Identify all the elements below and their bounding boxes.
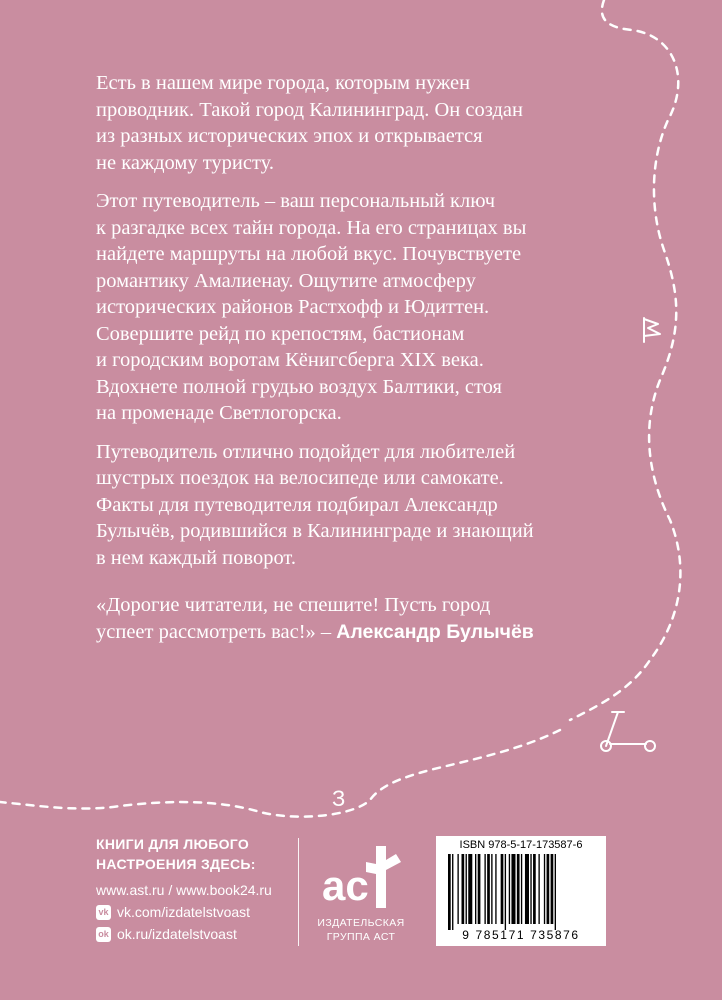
barcode-bar <box>484 854 485 924</box>
barcode-bar <box>511 854 515 924</box>
scooter-icon <box>601 712 655 751</box>
barcode-bar <box>501 854 504 924</box>
barcode-bar <box>509 854 510 924</box>
barcode-bar <box>525 854 529 924</box>
barcode-bar <box>505 854 506 930</box>
promo-divider <box>298 838 299 946</box>
barcode-bar <box>448 854 451 930</box>
odnoklassniki-icon: ok <box>96 927 111 942</box>
vk-text: vk.com/izdatelstvoast <box>117 904 251 920</box>
barcode-bar <box>462 854 465 924</box>
barcode-bar <box>551 854 554 924</box>
barcode-bar <box>495 854 496 924</box>
barcode-bar <box>457 854 458 924</box>
barcode-bar <box>487 854 490 924</box>
paragraph-intro: Есть в нашем мире города, которым нужен проводник. Такой город Калининград. Он создан из разных исторических эпох и открывается не каждому туристу. <box>96 72 523 174</box>
websites-link[interactable] <box>96 880 296 900</box>
barcode-bar <box>521 854 522 924</box>
barcode-bar <box>555 854 556 930</box>
barcode-bar <box>491 854 492 924</box>
quote-text: «Дорогие читатели, не спешите! Пусть город успеет рассмотреть вас!» – <box>96 594 491 643</box>
vk-icon: vk <box>96 905 111 920</box>
vk-link[interactable] <box>96 902 296 922</box>
author-quote <box>96 592 656 645</box>
barcode-bar <box>544 854 545 924</box>
promo-block <box>96 834 296 946</box>
flag-icon <box>644 318 660 342</box>
description-text <box>96 70 636 583</box>
paragraph-author: Путеводитель отлично подойдет для любителей шустрых поездок на велосипеде или самокате. Факты для путеводителя подбирал Александр Булычёв, родившийся в Калининграде и знающий в нем каждый поворот. <box>96 440 534 569</box>
ast-logo-icon <box>306 838 416 916</box>
promo-title: КНИГИ ДЛЯ ЛЮБОГО НАСТРОЕНИЯ ЗДЕСЬ: <box>96 836 256 872</box>
number-marker: З <box>332 786 346 811</box>
websites-text: www.ast.ru / www.book24.ru <box>96 882 272 898</box>
barcode-bar <box>468 854 472 924</box>
barcode-bar <box>466 854 467 924</box>
ean-digits: 9 785171 735876 <box>462 928 580 942</box>
isbn-barcode <box>436 836 606 946</box>
barcode-bar <box>452 854 453 930</box>
publisher-name: ИЗДАТЕЛЬСКАЯ ГРУППА АСТ <box>317 917 405 943</box>
isbn-number: ISBN 978-5-17-173587-6 <box>459 839 583 851</box>
barcode-bar <box>517 854 520 924</box>
quote-author: Александр Булычёв <box>336 620 534 643</box>
barcode-bar <box>533 854 536 924</box>
barcode-bar <box>530 854 531 924</box>
ok-link[interactable] <box>96 924 296 944</box>
barcode-bar <box>478 854 481 924</box>
ok-text: ok.ru/izdatelstvoast <box>117 926 237 942</box>
barcode-bar <box>475 854 476 924</box>
paragraph-routes: Этот путеводитель – ваш персональный ключ к разгадке всех тайн города. На его страницах вы найдете маршруты на любой вкус. Почувствуете романтику Амалиенау. Ощутите атмосферу исторических районов Растхофф и Юдиттен. Совершите рейд по крепостям, бастионам и городским воротам Кёнигсберга XIX века. Вдохнете полной грудью воздух Балтики, стоя на променаде Светлогорска. <box>96 190 527 424</box>
barcode-bar <box>547 854 550 924</box>
publisher-logo <box>306 838 416 948</box>
barcode-bar <box>538 854 539 924</box>
svg-text:ас: ас <box>322 862 369 909</box>
